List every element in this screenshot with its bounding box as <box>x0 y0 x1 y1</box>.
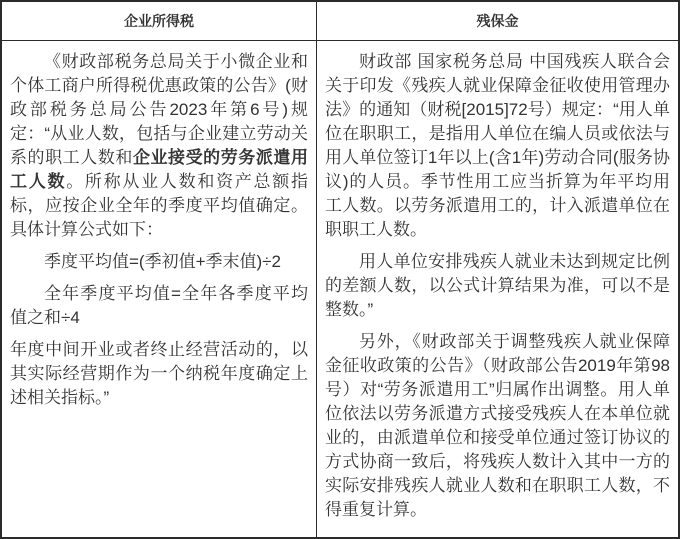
cit-paragraph-policy-text-after: 。所称从业人数和资产总额指标，应按企业全年的季度平均值确定。具体计算公式如下： <box>10 172 309 239</box>
cit-paragraph-policy-bold-phrase: 企业接受的劳务派遣用工人数 <box>10 148 308 191</box>
cell-corporate-income-tax <box>2 41 317 537</box>
df-paragraph-shortfall: 用人单位安排残疾人就业未达到规定比例的差额人数，以公式计算结果为准，可以不是整数。” <box>325 252 670 319</box>
cit-paragraph-policy-text-before: 《财政部税务总局关于小微企业和个体工商户所得税优惠政策的公告》(财政部税务总局公告2023年第6号)规定：“从业人数，包括与企业建立劳动关系的职工人数和 <box>10 52 308 167</box>
cell-disability-fund <box>317 41 678 537</box>
df-paragraph-notice-2015: 财政部 国家税务总局 中国残疾人联合会关于印发《残疾人就业保障金征收使用管理办法》的通知（财税[2015]72号）规定：“用人单位在职职工，是指用人单位在编人员或依法与用人单位签订1年以上(含1年)劳动合同(服务协议)的人员。季节性用工应当折算为年平均用工人数。以劳务派遣用工的，计入派遣单位在职职工人数。 <box>325 52 670 239</box>
header-cell-corporate-income-tax: 企业所得税 <box>2 2 317 41</box>
cit-paragraph-policy <box>10 50 308 242</box>
cit-formula-quarterly-average: 季度平均值=(季初值+季末值)÷2 <box>44 252 281 271</box>
df-paragraph-announcement-2019: 另外，《财政部关于调整残疾人就业保障金征收政策的公告》（财政部公告2019年第98号）对“劳务派遣用工”归属作出调整。用人单位依法以劳务派遣方式接受残疾人在本单位就业的，由派遣单位和接受单位通过签订协议的方式协商一致后，将残疾人数计入其中一方的实际安排残疾人就业人数和在职职工人数，不得重复计算。 <box>325 332 670 519</box>
header-cell-disability-fund: 残保金 <box>317 2 678 41</box>
cit-paragraph-mid-year: 年度中间开业或者终止经营活动的，以其实际经营期作为一个纳税年度确定上述相关指标。” <box>10 340 308 407</box>
cit-formula-annual-average: 全年季度平均值=全年各季度平均值之和÷4 <box>10 284 308 327</box>
